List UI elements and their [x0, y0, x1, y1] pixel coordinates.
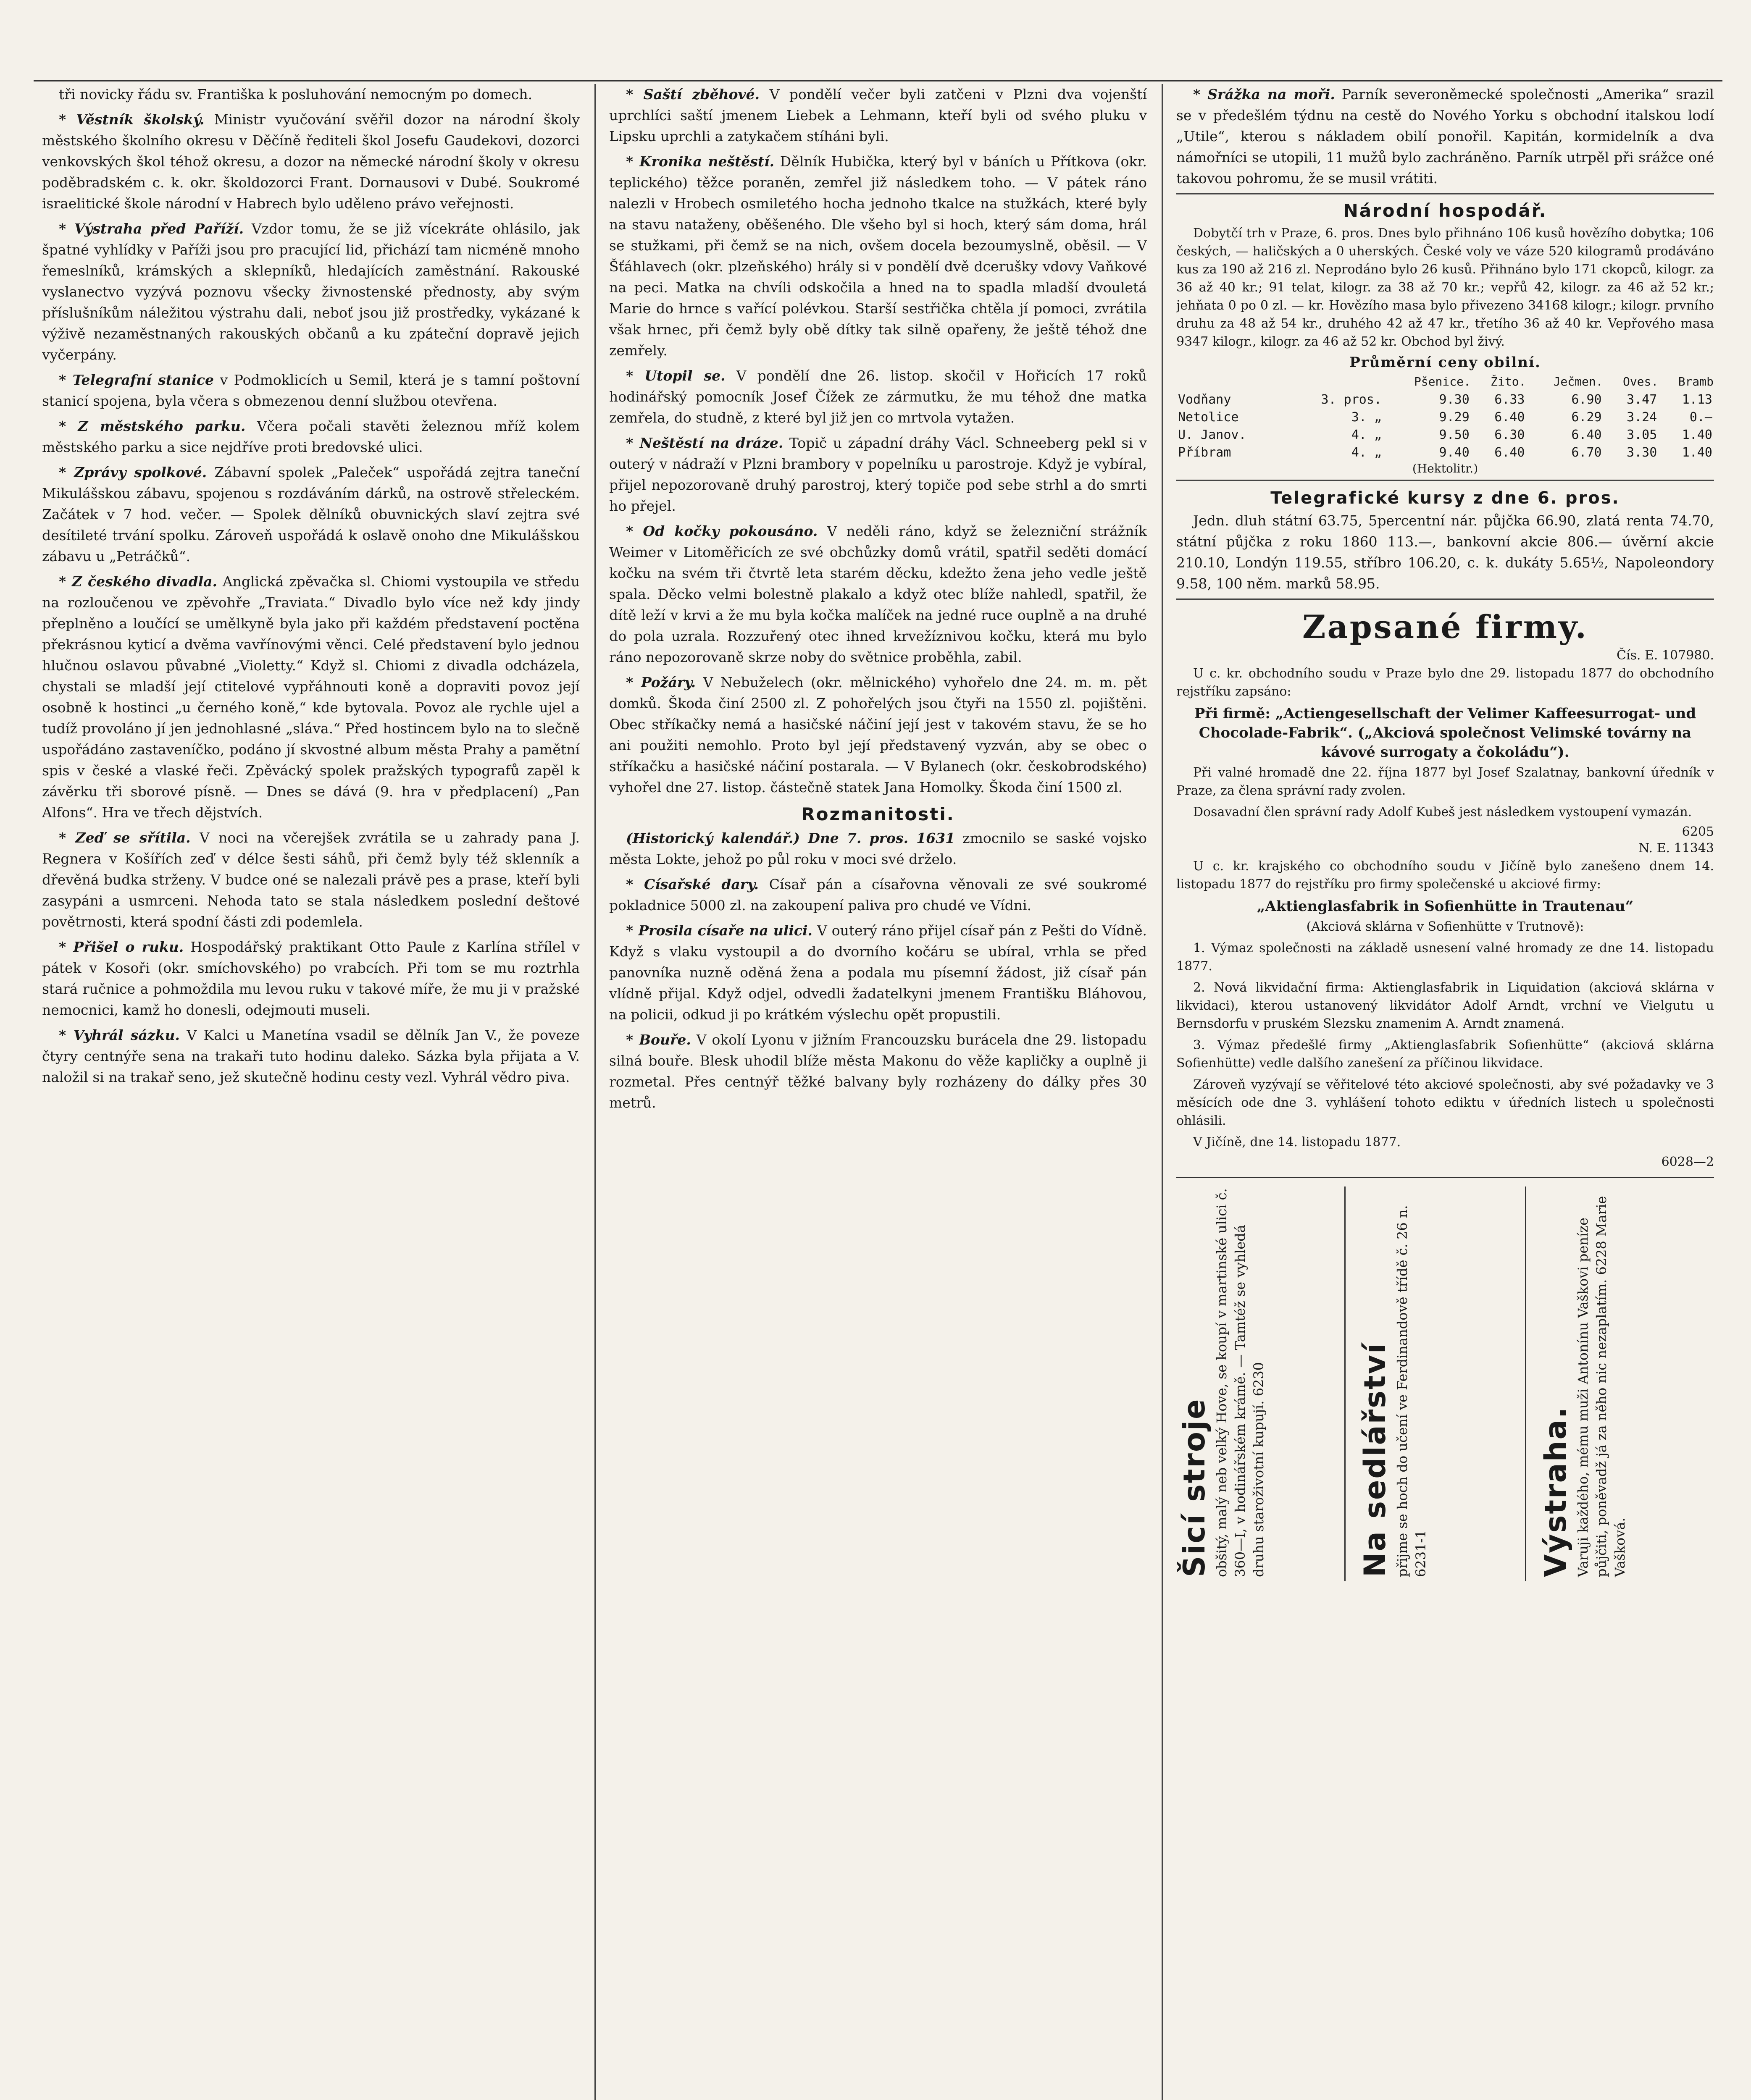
price-cell: 6.40: [1494, 410, 1525, 425]
price-cell: 6.90: [1571, 392, 1602, 407]
section-title-rozmanitosti: Rozmanitosti.: [801, 804, 955, 824]
kursy-text: Jedn. dluh státní 63.75, 5percentní nár. půjčka 66.90, zlatá renta 74.70, státní půjčka z roku 1860 113.—, bankovní akcie 806.— úvěrní akcie 210.10, Londýn 119.55, stříbro 106.20, c. k. dukáty 5.65½, Napoleondory 9.58, 100 něm. marků 58.95.: [1176, 512, 1714, 592]
article-text: V noci na včerejšek zvrátila se u zahrady pana J. Regnera v Košířích zeď v délce šesti sáhů, při čemž byly též sklenník a dřevěná budka strženy. V budce oné se nalezali právě pes a prase, kteří byli zasypáni a usmrceni. Nehoda tato se stala následkem poslední deštové povětrnosti, která spodní části zdi podemlela.: [42, 830, 580, 930]
article-text: Zábavní spolek „Paleček“ uspořádá zejtra taneční Mikulášskou zábavu, spojenou s rozdáváním dárků, na ostrově střeleckém. Začátek v 7 hod. večer. — Spolek dělníků obuvnických slaví zejtra své desítileté trvání spolku. Zároveň uspořádá k oslavě onoho dne Mikulášskou zábavu u „Petráčků“.: [42, 464, 580, 564]
kursy-title: Telegrafické kursy z dne 6. pros.: [1270, 488, 1620, 508]
classified-ads: [1176, 1177, 1714, 1590]
article-lead: * Utopil se.: [626, 368, 726, 384]
ad-divider: [1525, 1186, 1526, 1581]
price-header: Pšenice.: [1414, 375, 1471, 388]
firma-text: Zároveň vyzývají se věřitelové této akciové společnosti, aby své požadavky ve 3 měsících ode dne 3. vyhlášení tohoto ediktu v úředních listech u společnosti ohlásili.: [1176, 1077, 1714, 1128]
firma-text: U c. kr. obchodního soudu v Praze bylo dne 29. listopadu 1877 do obchodního rejstříku zapsáno:: [1176, 666, 1714, 699]
price-header: Oves.: [1622, 375, 1659, 388]
ad-divider: [1344, 1186, 1346, 1581]
article-text: v Podmoklicích u Semil, která je s tamní poštovní stanicí spojena, byla včera s obmezenou denní službou otevřena.: [42, 372, 580, 409]
article-text: tři novicky řádu sv. Františka k posluhování nemocným po domech.: [59, 86, 533, 102]
article-text: Parník severoněmecké společnosti „Amerika“ srazil se v předešlém týdnu na cestě do Nového Yorku s obchodní italskou lodí „Utile“, kterou s nákladem obilí ponořil. Kapitán, kormidelník a dva námořníci se utopili, 11 mužů bylo zachráněno. Parník utrpěl při srážce oné takovou pohromu, že se musil vrátiti.: [1176, 86, 1714, 186]
divider: [1176, 193, 1714, 194]
firma-text: Dosavadní člen správní rady Adolf Kubeš jest následkem vystoupení vymazán.: [1193, 805, 1692, 819]
article: [609, 1029, 1147, 1113]
article-lead: * Neštěstí na dráze.: [626, 435, 783, 451]
article-text: V okolí Lyonu v jižním Francouzsku burácela dne 29. listopadu silná bouře. Blesk uhodil blíže města Makonu do věže kapličky a ouplně ji rozmetal. Přes centnýř těžké balvany byly rozházeny do dálky přes 30 metrů.: [609, 1032, 1147, 1111]
price-header: [1176, 373, 1383, 391]
article-text: V neděli ráno, když se železniční strážník Weimer v Litoměřicích ze své obchůzky domů vrátil, spatřil seděti domácí kočku na svém tři čtvrtě leta starém děcku, kdežto žena jeho vedle ještě spala. Děcko velmi bolestně plakalo a když otec blíže nahledl, spatřil, že dítě leží v krvi a že mu byla kočka malíček na jedné ruce ouplně a na druhé do pola uzrala. Rozzuřený otec ihned krvežíznivou kočku, která mu bylo ráno nepozorovaně skrze noby do světnice proběhla, zabil.: [609, 523, 1147, 665]
firma-number: Čís. E. 107980.: [1616, 648, 1714, 663]
price-cell: 0.—: [1689, 410, 1712, 425]
section-title-hospodar: Národní hospodář.: [1343, 200, 1547, 221]
article-lead: * Srážka na moři.: [1193, 86, 1335, 102]
article: [609, 828, 1147, 870]
price-cell: 3. pros.: [1321, 392, 1382, 407]
price-cell: 9.50: [1439, 428, 1470, 442]
price-row: [1176, 391, 1714, 409]
prices-title: Průměrní ceny obilní.: [1349, 354, 1541, 371]
column-1: [42, 84, 580, 2100]
price-cell: 9.30: [1439, 392, 1470, 407]
firma-number: 6028—2: [1661, 1155, 1714, 1169]
article-lead: * Od kočky pokousáno.: [626, 523, 818, 539]
article-lead: * Zeď se sřítila.: [59, 830, 191, 846]
article: [42, 416, 580, 458]
firma-text: 3. Výmaz předešlé firmy „Aktienglasfabrik Sofienhütte“ (akciová sklárna Sofienhütte) vedle dalšího zanešení za příčinou likvidace.: [1176, 1038, 1714, 1071]
price-cell: U. Janov.: [1178, 428, 1246, 442]
price-cell: 3.05: [1627, 428, 1657, 442]
article-text: V outerý ráno přijel císař pán z Pešti do Vídně. Když s vlaku vystoupil a do dvorního kočáru se ubíral, vrhla se před panovníka nuzně oděná žena a podala mu písemní žádost, již císař pán vlídně přijal. Když odjel, odvedli žadatelkyni jmenem Františku Bláhovou, na policii, odkud ji po krátkém výslechu opět propustili.: [609, 922, 1147, 1023]
price-cell: 9.40: [1439, 445, 1470, 460]
article: [609, 365, 1147, 428]
price-cell: Vodňany: [1178, 392, 1231, 407]
firma-text: 2. Nová likvidační firma: Aktienglasfabrik in Liquidation (akciová sklárna v likvidaci), kterou ustanovený likvidátor Adolf Arndt, vrchní ve Vielgutu u Bernsdorfu v pruském Slezsku znamenim A. Arndt znamená.: [1176, 980, 1714, 1031]
article: [42, 1025, 580, 1088]
ad-body: obšitý, malý neb velký Hove, se koupí v martinské ulici č. 360—I, v hodinářském krámě. — Tamtéž se vyhledá druhu staroživotní kupují. 6230: [1214, 1188, 1267, 1577]
price-row: [1176, 444, 1714, 462]
ad-title: Na sedlářství: [1358, 1342, 1392, 1577]
article: [609, 84, 1147, 147]
ad-vystraha: [1538, 1186, 1659, 1577]
price-row: [1176, 426, 1714, 444]
price-cell: 6.70: [1571, 445, 1602, 460]
article: [42, 218, 580, 365]
ad-title: Výstraha.: [1538, 1406, 1573, 1577]
article-text: V Nebuželech (okr. mělnického) vyhořelo dne 24. m. m. pět domků. Škoda činí 2500 zl. Z pohořelých jsou čtyři na 1550 zl. pojištěni. Obec stříkačky nemá a hasičské náčiní její jest v takovém stavu, že se ho ani použiti nemohlo. Proto byl její představený vyzván, aby se obec o stříkačku a hasičské náčiní postarala. — V Bylanech (okr. českobrodského) vyhořel dne 27. listop. částečně statek Jana Homolky. Škoda činí 1500 zl.: [609, 674, 1147, 795]
price-cell: 3.24: [1627, 410, 1657, 425]
price-cell: 6.30: [1494, 428, 1525, 442]
price-cell: 3.30: [1627, 445, 1657, 460]
price-header: Bramb: [1678, 375, 1714, 388]
firma-text: 1. Výmaz společnosti na základě usnesení valné hromady ze dne 14. listopadu 1877.: [1176, 941, 1714, 974]
price-cell: 6.40: [1494, 445, 1525, 460]
article: [609, 874, 1147, 916]
ad-sici-stroje: [1176, 1186, 1298, 1577]
article-text: V Kalci u Manetína vsadil se dělník Jan V., že poveze čtyry centnýře sena na trakaři tuto hodinu daleko. Sázka byla přijata a V. naložil si na trakař seno, jež skutečně hodinu cesty vezl. Vyhrál vědro piva.: [42, 1027, 580, 1085]
divider: [1176, 598, 1714, 600]
price-cell: 1.40: [1682, 428, 1712, 442]
price-cell: 4. „: [1351, 445, 1382, 460]
article-lead: * Požáry.: [626, 674, 696, 690]
price-cell: Netolice: [1178, 410, 1239, 425]
article-text: Hospodářský praktikant Otto Paule z Karlína střílel v pátek v Kosoři (okr. smíchovského) po vrabcích. Při tom se mu roztrhla stará ručnice a pohmoždila mu levou ruku v takové míře, že mu ji v pražské nemocnici, kamž ho donesli, odejmouti museli.: [42, 939, 580, 1018]
firma-text: U c. kr. krajského co obchodního soudu v Jičíně bylo zanešeno dnem 14. listopadu 1877 do rejstříku pro firmy společenské u akciové firmy:: [1176, 859, 1714, 892]
price-cell: 6.40: [1571, 428, 1602, 442]
article-lead: * Vyhrál sázku.: [59, 1027, 180, 1043]
article: [42, 571, 580, 823]
article-lead: * Saští zběhové.: [626, 86, 760, 102]
top-rule: [34, 80, 1722, 81]
article-lead: * Císařské dary.: [626, 876, 759, 892]
article-text: Ministr vyučování svěřil dozor na národní školy městského školního okresu v Děčíně řediteli škol Josefu Gaudekovi, dozorci venkovských škol téhož okresu, a dozor na německé národní školy v okresu poděbradském c. k. okr. školdozorci Frant. Dornausovi v Dubé. Soukromé israelitické škole národní v Habrech bylo uděleno právo veřejnosti.: [42, 111, 580, 212]
column-rule: [594, 84, 596, 2100]
article-text: V pondělí dne 26. listop. skočil v Hořicích 17 roků hodinářský pomocník Josef Čížek ze zármutku, že mu téhož dne matka zemřela, do studně, z které byl již jen co mrtvola vytažen.: [609, 368, 1147, 426]
price-cell: 4. „: [1351, 428, 1382, 442]
price-cell: 6.33: [1494, 392, 1525, 407]
article: [42, 937, 580, 1021]
price-header: Žito.: [1491, 375, 1526, 388]
column-3: [1176, 84, 1714, 2100]
article: [42, 462, 580, 567]
article-lead: * Kronika neštěstí.: [626, 153, 775, 170]
article: [609, 920, 1147, 1025]
article-lead: * Z městského parku.: [59, 418, 246, 434]
article-lead: * Prosila císaře na ulici.: [626, 922, 812, 939]
firma-number: 6205: [1682, 824, 1714, 839]
firma-number: N. E. 11343: [1638, 841, 1714, 856]
price-cell: Příbram: [1178, 445, 1231, 460]
price-cell: 1.40: [1682, 445, 1712, 460]
article: [1176, 84, 1714, 189]
firma-name: Při firmě: „Actiengesellschaft der Velimer Kaffeesurrogat- und Chocolade-Fabrik“. („Akciová společnost Velimské továrny na kávové surrogaty a čokoládu“).: [1194, 705, 1696, 761]
article-text: V pondělí večer byli zatčeni v Plzni dva vojenští uprchlíci saští jmenem Liebek a Lehmann, kteří byli od svého pluku v Lipsku uprchli a zatykačem stíháni byli.: [609, 86, 1147, 144]
article-lead: * Výstraha před Paříží.: [59, 220, 244, 237]
price-header: Ječmen.: [1553, 375, 1603, 388]
article-lead: * Věstník školský.: [59, 111, 205, 128]
article: [42, 827, 580, 932]
market-report: Dobytčí trh v Praze, 6. pros. Dnes bylo přihnáno 106 kusů hovězího dobytka; 106 českých, — haličských a 0 uherských. České voly ve váze 520 kilogramů prodáváno kus za 190 až 216 zl. Neprodáno bylo 26 kusů. Přihnáno bylo 171 ckopců, kilogr. za 36 až 40 kr.; 91 telat, kilogr. za 38 až 70 kr.; vepřů 42, kilogr. za 46 až 52 kr.; jehňata 0 po 0 zl. — kr. Hovězího masa bylo přivezeno 34168 kilogr.; kilogr. prvního druhu za 48 až 54 kr., druhého 42 až 47 kr., třetího 36 až 40 kr. Vepřového masa 9347 kilogr., kilogr. za 46 až 52 kr. Obchod byl živý.: [1176, 226, 1714, 349]
article: [609, 672, 1147, 798]
article-text: Anglická zpěvačka sl. Chiomi vystoupila ve středu na rozloučenou ve zpěvohře „Traviata.“ Divadlo bylo více než kdy jindy přeplněno a loučící se umělkyně byla jako při každém představení poctěna překrásnou kyticí a dvěma vavřínovými věnci. Celé představení bylo jednou hlučnou oslavou půvabné „Violetty.“ Když sl. Chiomi z divadla odcházela, chystali se mladší její ctitelové vypřáhnouti koně a dopraviti povoz její osobně k hostinci „u černého koně,“ kde bytovala. Povoz ale rychle ujel a tudíž provoláno jí jen jednohlasné „sláva.“ Před hostincem bylo na to slečně uspořádáno zastaveníčko, podáno jí skvostné album města Prahy a pamětní spis v české a vlaské řeči. Zpěvácký spolek pražských typografů zapěl k závěrku tři sborové písně. — Dnes se dává (9. hra v předplacení) „Pan Alfons“. Hra ve třech dějstvích.: [42, 573, 580, 821]
price-cell: 6.29: [1571, 410, 1602, 425]
price-cell: 9.29: [1439, 410, 1470, 425]
divider: [1176, 480, 1714, 481]
article-text: Císař pán a císařovna věnovali ze své soukromé pokladnice 5000 zl. na zakoupení paliva pro chudé ve Vídni.: [609, 876, 1147, 914]
firmy-title: Zapsané firmy.: [1302, 608, 1588, 646]
article-lead: * Z českého divadla.: [59, 573, 217, 590]
article-text: Dělník Hubička, který byl v báních u Přítkova (okr. teplického) těžce poraněn, zemřel již následkem toho. — V pátek ráno nalezli v Hrobech osmiletého hocha jednoho tkalce na stužkách, které byly na stavu nataženy, oběšeného. Dle všeho byl si hoch, který sám doma, hrál se stužkami, při čemž se na nich, ovšem docela bezoumyslně, oběsil. — V Šťáhlavech (okr. plzeňského) hrály si v pondělí dvě dcerušky vdovy Vaňkové na peci. Matka na chvíli odskočila a hned na to spadla mladší dvouletá Marie do hrnce s vařící polévkou. Starší sestřička chtěla jí pomoci, zvrátila však hrnec, při čemž byly obě dítky tak silně opařeny, že ještě téhož dne zemřely.: [609, 153, 1147, 359]
article-lead: * Telegrafní stanice: [59, 372, 214, 388]
price-cell: 3. „: [1351, 410, 1382, 425]
article-text: Včera počali stavěti železnou mříž kolem městského parku a sice nejdříve proti bredovské ulici.: [42, 418, 580, 455]
article-lead: (Historický kalendář.) Dne 7. pros. 1631: [626, 830, 955, 846]
prices-units: (Hektolitr.): [1412, 462, 1478, 475]
newspaper-page: [34, 84, 1722, 2100]
article: [42, 109, 580, 214]
ad-title: Šicí stroje: [1177, 1398, 1212, 1577]
firma-date: V Jičíně, dne 14. listopadu 1877.: [1193, 1135, 1401, 1150]
price-cell: 3.47: [1627, 392, 1657, 407]
ad-body: Varuji každého, mému muži Antonínu Vaškovi peníze půjčiti, poněvadž já za něho nic nezaplatím. 6228 Marie Vašková.: [1575, 1196, 1628, 1577]
ad-body: přijme se hoch do učení ve Ferdinandově třídě č. 26 n. 6231-1: [1394, 1205, 1429, 1577]
article-lead: * Zprávy spolkové.: [59, 464, 207, 480]
article: [609, 433, 1147, 517]
article: [609, 151, 1147, 361]
ad-sedlarstvi: [1357, 1186, 1479, 1577]
column-2: [609, 84, 1147, 2100]
article-lead: * Přišel o ruku.: [59, 939, 184, 955]
firma-text: (Akciová sklárna v Sofienhütte v Trutnově):: [1306, 919, 1584, 934]
article-text: Vzdor tomu, že se již vícekráte ohlásilo, jak špatné vyhlídky v Paříži jsou pro pracující lid, přichází tam nicméně mnoho řemeslníků, krámských a sklepníků, hledajících zaměstnání. Rakouské vyslanectvo vyzývá poznovu všecky živnostenské přednosty, aby svým příslušníkům náležitou výstrahu dali, neboť jsou již prostředky, vykázané k výživě nezaměstnaných rakouských občanů a ku zpáteční dopravě jejich vyčerpány.: [42, 220, 580, 363]
article: [42, 370, 580, 412]
firma-name: „Aktienglasfabrik in Sofienhütte in Trautenau“: [1257, 898, 1634, 915]
price-row: [1176, 409, 1714, 426]
firma-text: Při valné hromadě dne 22. října 1877 byl Josef Szalatnay, bankovní úředník v Praze, za člena správní rady zvolen.: [1176, 765, 1714, 798]
article: [609, 521, 1147, 668]
article-text: Topič u západní dráhy Václ. Schneeberg pekl si v outerý v nádraží v Plzni brambory v popelníku u parostroje. Když je vybíral, přijel nepozorovaně druhý parostroj, který topiče pod sebe strhl a do smrti ho přejel.: [609, 435, 1147, 514]
prices-table: [1176, 373, 1714, 462]
article-lead: * Bouře.: [626, 1032, 691, 1048]
article: [42, 84, 580, 105]
price-cell: 1.13: [1682, 392, 1712, 407]
article-text: zmocnilo se saské vojsko města Lokte, jehož po půl roku v moci své drželo.: [609, 830, 1147, 867]
column-rule: [1162, 84, 1163, 2100]
